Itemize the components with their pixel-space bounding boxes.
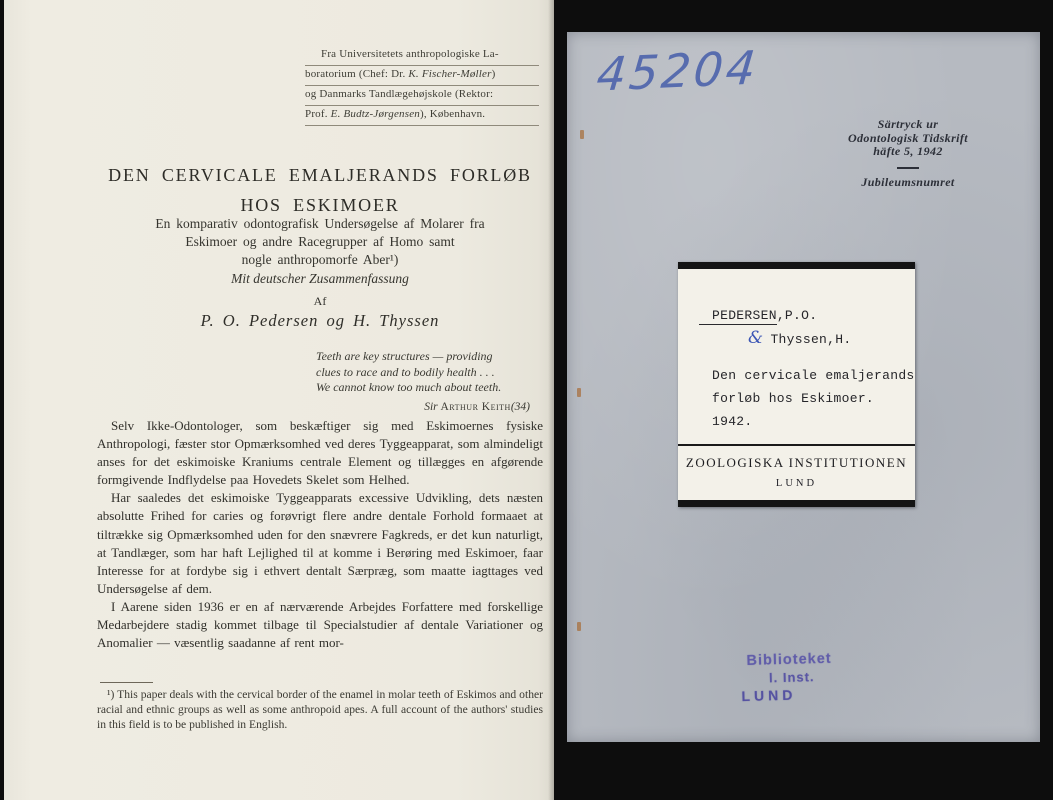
affiliation-line bbox=[305, 86, 539, 106]
label-author-2: Thyssen,H. bbox=[770, 332, 852, 347]
body-paragraph: Selv Ikke-Odontologer, som beskæftiger sig med Eskimoernes fysiske Anthropologi, fæster stor Opmærksomhed ved deres Tyggeapparat, som almindeligt anses for det eskimoiske Kraniums centrale Element og tillægges en afgørende formgivende Indflydelse paa Hovedets Skelet som Helhed. bbox=[97, 418, 543, 488]
staple-mark bbox=[577, 388, 581, 397]
attribution-prefix: Sir bbox=[424, 400, 441, 413]
cover-page bbox=[567, 32, 1040, 742]
label-author-line-2 bbox=[748, 330, 915, 348]
title-line-2: HOS ESKIMOER bbox=[240, 195, 400, 215]
stamp-line: LUND bbox=[741, 686, 797, 705]
affiliation-text: Prof. bbox=[305, 108, 331, 120]
epigraph bbox=[316, 349, 530, 415]
label-title-line: forløb hos Eskimoer. bbox=[712, 391, 875, 406]
label-author-line-1 bbox=[712, 307, 915, 325]
handwritten-ampersand: & bbox=[748, 328, 764, 348]
subtitle-line: nogle anthropomorfe Aber¹) bbox=[241, 252, 399, 267]
authors-line: P. O. Pedersen og H. Thyssen bbox=[200, 311, 440, 330]
imprint-line: häfte 5, 1942 bbox=[873, 144, 943, 158]
affiliation-text: boratorium (Chef: Dr. bbox=[305, 68, 409, 80]
affiliation-name: E. Budtz-Jørgensen bbox=[330, 108, 420, 120]
body-text bbox=[97, 417, 543, 652]
stamp-line: l. Inst. bbox=[768, 669, 815, 686]
affiliation-text: og Danmarks Tandlægehøjskole (Rektor: bbox=[305, 88, 494, 100]
imprint-line: Odontologisk Tidskrift bbox=[847, 130, 969, 145]
label-title-line: Den cervicale emaljerands bbox=[712, 368, 915, 383]
stamp-line: Biblioteket bbox=[746, 650, 832, 669]
affiliation-line bbox=[305, 106, 539, 126]
label-typed-block bbox=[678, 269, 915, 430]
subtitle-line: Eskimoer og andre Racegrupper af Homo samt bbox=[185, 234, 455, 249]
article-content bbox=[97, 0, 543, 800]
label-author-surname: PEDERSEN bbox=[699, 307, 777, 325]
epigraph-line: Teeth are key structures — providing bbox=[316, 349, 493, 363]
label-author-initials: ,P.O. bbox=[776, 308, 818, 323]
imprint-line: Särtryck ur bbox=[877, 117, 939, 131]
epigraph-line: clues to race and to bodily health . . . bbox=[316, 364, 495, 379]
label-year: 1942. bbox=[712, 414, 753, 429]
subtitle-line: En komparativ odontografisk Undersøgelse af Molarer fra bbox=[155, 216, 485, 231]
affiliation-text: ) bbox=[491, 68, 496, 80]
imprint-divider bbox=[897, 167, 919, 169]
article-page bbox=[4, 0, 554, 800]
affiliation-line bbox=[305, 66, 539, 86]
affiliation-text: Fra Universitetets anthropologiske La- bbox=[321, 48, 499, 60]
staple-mark bbox=[577, 622, 581, 631]
affiliation-box bbox=[305, 46, 539, 126]
affiliation-name: K. Fischer-Møller bbox=[408, 68, 492, 80]
accession-number: 45204 bbox=[594, 40, 761, 102]
staple-mark bbox=[580, 130, 584, 139]
affiliation-line bbox=[305, 46, 539, 66]
body-paragraph: I Aarene siden 1936 er en af nærværende Arbejdes Forfattere med forskellige Medarbejdere stadig kommet tilbage til Specialstudier af dentale Variationer og Anomalier — væsentlig saadanne af rent mor- bbox=[97, 598, 543, 651]
epigraph-attribution bbox=[316, 400, 530, 416]
body-paragraph: Har saaledes det eskimoiske Tyggeapparats excessive Udvikling, dets næsten absolutte Frihed for caries og forøvrigt flere andre dentale Forhold formaaet at tiltrække sig Opmærksomhed uden for den snævrere Fagkreds, er det kun naturligt, at Tandlæger, som har haft Lejlighed til at komme i Berøring med Eskimoer, faar Interesse for at fordybe sig i ethvert dentalt Særpræg, som maatte iagttages ved Undersøgelse af dem. bbox=[97, 490, 543, 596]
translation-note: Mit deutscher Zusammenfassung bbox=[231, 271, 409, 286]
library-stamp bbox=[734, 651, 832, 705]
footnote: ¹) This paper deals with the cervical border of the enamel in molar teeth of Eskimos and other racial and ethnic groups as well as some anthropoid apes. A full account of the authors' studies in this field is to be published in English. bbox=[97, 688, 543, 732]
title-line-1: DEN CERVICALE EMALJERANDS FORLØB bbox=[108, 165, 532, 185]
institution-name: ZOOLOGISKA INSTITUTIONEN bbox=[685, 455, 908, 470]
library-label bbox=[678, 262, 915, 507]
byline-prefix: Af bbox=[313, 294, 327, 308]
epigraph-line: We cannot know too much about teeth. bbox=[316, 380, 502, 394]
attribution-name: Arthur Keith bbox=[440, 400, 511, 413]
paper-title bbox=[97, 160, 543, 220]
footnote-rule bbox=[100, 682, 153, 683]
imprint-block bbox=[823, 118, 993, 189]
paper-subtitle bbox=[97, 215, 543, 269]
institution-section bbox=[678, 446, 915, 500]
attribution-ref: (34) bbox=[510, 400, 530, 413]
issue-note: Jubileumsnumret bbox=[861, 174, 955, 189]
institution-city: LUND bbox=[775, 478, 818, 489]
affiliation-text: ), København. bbox=[420, 108, 486, 120]
